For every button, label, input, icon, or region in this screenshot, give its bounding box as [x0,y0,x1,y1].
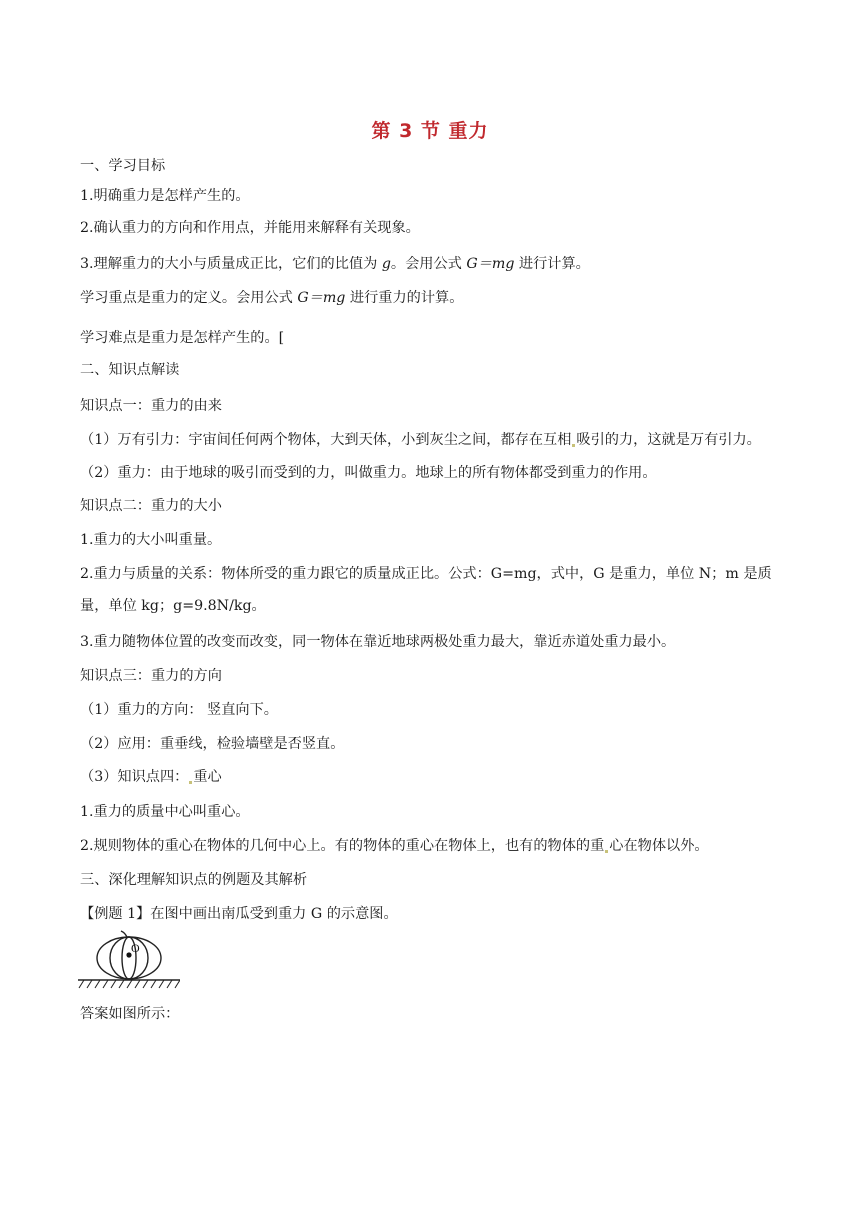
stray-mark-icon [572,444,575,447]
answer-text: 答案如图所示： [80,1006,180,1022]
stray-mark-icon [189,781,192,784]
objective-item-2: 2.确认重力的方向和作用点，并能用来解释有关现象。 [80,220,420,236]
knowledge-2-paragraph-1: 1.重力的大小叫重量。 [80,532,222,548]
section-heading-objectives: 一、学习目标 [80,158,166,174]
knowledge-3-heading: 知识点三：重力的方向 [80,668,222,684]
ground-hatching [79,980,180,988]
knowledge-4-heading-title: 重心 [193,769,222,785]
key-point-formula: G＝mg [297,290,346,306]
knowledge-4-paragraph-2-a: 2.规则物体的重心在物体的几何中心上。有的物体的重心在物体上，也有的物体的重 [80,838,605,854]
objective-item-3-text-c: 进行计算。 [514,256,590,272]
ratio-symbol-g: g [381,256,391,272]
pumpkin-figure [78,930,180,990]
knowledge-1-paragraph-2: （2）重力：由于地球的吸引而受到的力，叫做重力。地球上的所有物体都受到重力的作用。 [80,465,657,481]
knowledge-4-heading [80,767,222,787]
section-heading-examples: 三、深化理解知识点的例题及其解析 [80,872,308,888]
knowledge-2-paragraph-2-line-1: 2.重力与质量的关系：物体所受的重力跟它的质量成正比。公式：G=mg，式中，G 是重力，单位 N；m 是质 [80,566,772,582]
objective-item-3 [80,254,590,274]
knowledge-2-paragraph-3: 3.重力随物体位置的改变而改变，同一物体在靠近地球两极处重力最大，靠近赤道处重力最小。 [80,634,676,650]
knowledge-4-paragraph-2 [80,836,709,856]
pumpkin-mid-outline [110,937,148,979]
difficulty-point: 学习难点是重力是怎样产生的。[ [80,330,285,346]
knowledge-2-paragraph-2-line-2: 量，单位 kg；g=9.8N/kg。 [80,598,266,614]
pumpkin-outer-outline [97,937,161,979]
knowledge-2-heading: 知识点二：重力的大小 [80,498,222,514]
knowledge-1-paragraph-1-a: （1）万有引力：宇宙间任何两个物体，大到天体，小到灰尘之间，都存在互相 [80,432,572,448]
example-1-label: 【例题 1】 [80,906,151,922]
key-point-text-a: 学习重点是重力的定义。会用公式 [80,290,298,306]
knowledge-1-heading: 知识点一：重力的由来 [80,398,222,414]
pumpkin-stem [121,931,127,937]
objective-item-3-text-a: 3.理解重力的大小与质量成正比，它们的比值为 [80,256,382,272]
objective-item-1: 1.明确重力是怎样产生的。 [80,188,250,204]
knowledge-4-paragraph-2-b: 心在物体以外。 [609,838,709,854]
knowledge-1-paragraph-1 [80,430,761,450]
knowledge-1-paragraph-1-b: 吸引的力，这就是万有引力。 [576,432,761,448]
formula-g-equals-mg: G＝mg [466,256,515,272]
key-point-text-b: 进行重力的计算。 [345,290,464,306]
center-label: O [131,941,140,955]
knowledge-4-heading-prefix: （3）知识点四： [80,769,189,785]
knowledge-3-paragraph-1: （1）重力的方向： 竖直向下。 [80,702,278,718]
knowledge-3-paragraph-2: （2）应用：重垂线，检验墙壁是否竖直。 [80,736,345,752]
stray-mark-icon [605,850,608,853]
example-1-prompt [80,904,398,924]
section-heading-knowledge: 二、知识点解读 [80,362,180,378]
objective-item-3-text-b: 。会用公式 [390,256,467,272]
knowledge-4-paragraph-1: 1.重力的质量中心叫重心。 [80,804,250,820]
page-title: 第 3 节 重力 [371,120,489,142]
key-point [80,288,463,308]
example-1-question: 在图中画出南瓜受到重力 G 的示意图。 [150,906,398,922]
